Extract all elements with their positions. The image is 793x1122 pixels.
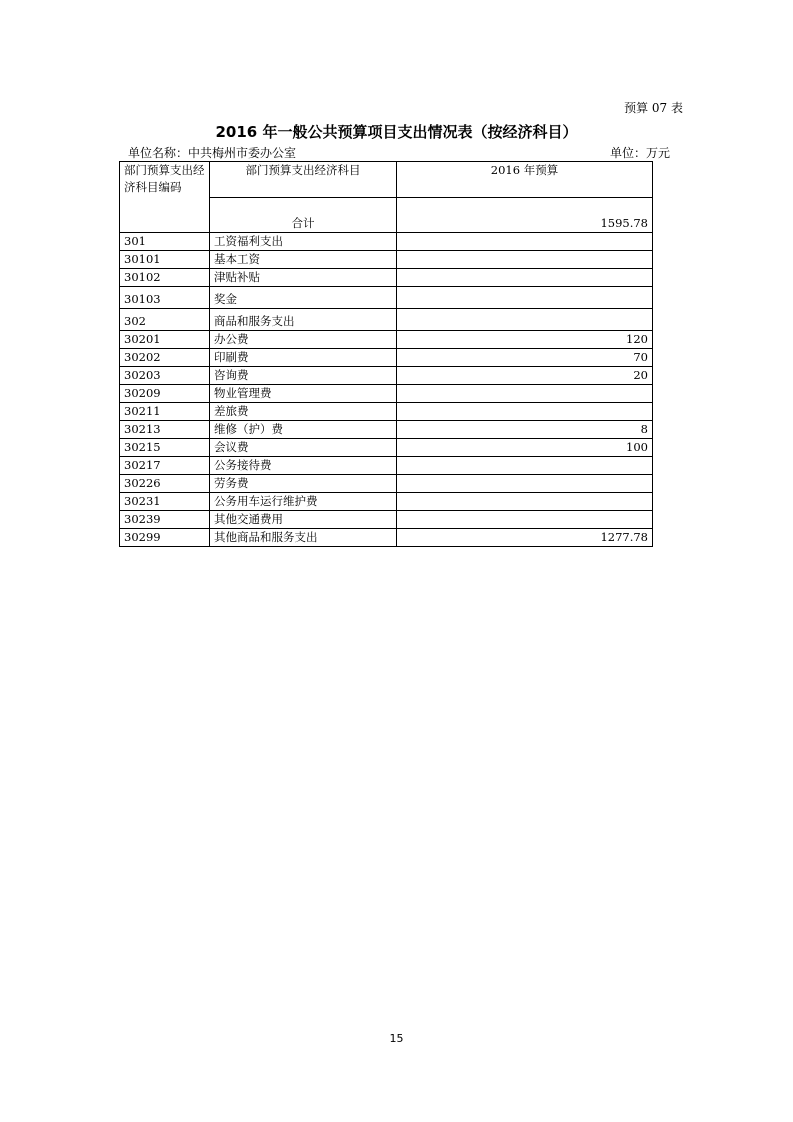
row-code: 30203 (120, 367, 210, 385)
header-row (120, 162, 653, 198)
table-row (120, 403, 653, 421)
total-label: 合计 (210, 197, 397, 233)
row-code: 30239 (120, 511, 210, 529)
table-row (120, 493, 653, 511)
header-code: 部门预算支出经济科目编码 (120, 162, 210, 233)
total-value: 1595.78 (397, 197, 653, 233)
row-name: 工资福利支出 (210, 233, 397, 251)
row-code: 30209 (120, 385, 210, 403)
row-code: 30201 (120, 331, 210, 349)
row-name: 其他交通费用 (210, 511, 397, 529)
row-value: 1277.78 (397, 529, 653, 547)
row-value: 70 (397, 349, 653, 367)
table-row (120, 511, 653, 529)
table-row (120, 269, 653, 287)
row-code: 30101 (120, 251, 210, 269)
row-value (397, 309, 653, 331)
row-name: 咨询费 (210, 367, 397, 385)
table-row (120, 367, 653, 385)
row-value (397, 287, 653, 309)
row-value (397, 385, 653, 403)
table-row (120, 439, 653, 457)
row-value: 120 (397, 331, 653, 349)
row-code: 30226 (120, 475, 210, 493)
row-value (397, 269, 653, 287)
row-code: 302 (120, 309, 210, 331)
table-row (120, 421, 653, 439)
page-title: 2016 年一般公共预算项目支出情况表（按经济科目） (215, 123, 578, 141)
page-number: 15 (389, 1032, 404, 1045)
row-name: 会议费 (210, 439, 397, 457)
row-value: 8 (397, 421, 653, 439)
row-value (397, 251, 653, 269)
table-body (120, 233, 653, 547)
table-row (120, 385, 653, 403)
row-value (397, 493, 653, 511)
unit-measure: 单位：万元 (609, 146, 670, 160)
unit-info-line (128, 144, 670, 161)
row-value (397, 233, 653, 251)
header-year: 2016 年预算 (397, 162, 653, 198)
row-name: 公务用车运行维护费 (210, 493, 397, 511)
row-name: 物业管理费 (210, 385, 397, 403)
row-name: 印刷费 (210, 349, 397, 367)
row-code: 30231 (120, 493, 210, 511)
row-name: 基本工资 (210, 251, 397, 269)
header-name: 部门预算支出经济科目 (210, 162, 397, 198)
row-name: 商品和服务支出 (210, 309, 397, 331)
table-row (120, 251, 653, 269)
table-row (120, 529, 653, 547)
table-row (120, 331, 653, 349)
row-name: 劳务费 (210, 475, 397, 493)
row-value: 100 (397, 439, 653, 457)
row-name: 办公费 (210, 331, 397, 349)
row-code: 30202 (120, 349, 210, 367)
row-value (397, 403, 653, 421)
row-value (397, 511, 653, 529)
row-value (397, 457, 653, 475)
unit-name: 单位名称：中共梅州市委办公室 (128, 146, 297, 160)
row-name: 其他商品和服务支出 (210, 529, 397, 547)
row-name: 津贴补贴 (210, 269, 397, 287)
row-value: 20 (397, 367, 653, 385)
row-name: 奖金 (210, 287, 397, 309)
row-code: 30217 (120, 457, 210, 475)
row-code: 30102 (120, 269, 210, 287)
table-row (120, 475, 653, 493)
row-code: 30211 (120, 403, 210, 421)
row-value (397, 475, 653, 493)
table-row (120, 233, 653, 251)
row-code: 30299 (120, 529, 210, 547)
row-name: 公务接待费 (210, 457, 397, 475)
budget-table (119, 161, 653, 547)
table-row (120, 349, 653, 367)
table-row (120, 287, 653, 309)
row-code: 301 (120, 233, 210, 251)
row-code: 30103 (120, 287, 210, 309)
row-name: 差旅费 (210, 403, 397, 421)
row-name: 维修（护）费 (210, 421, 397, 439)
table-row (120, 309, 653, 331)
row-code: 30213 (120, 421, 210, 439)
row-code: 30215 (120, 439, 210, 457)
table-row (120, 457, 653, 475)
table-tag: 预算 07 表 (624, 101, 683, 115)
